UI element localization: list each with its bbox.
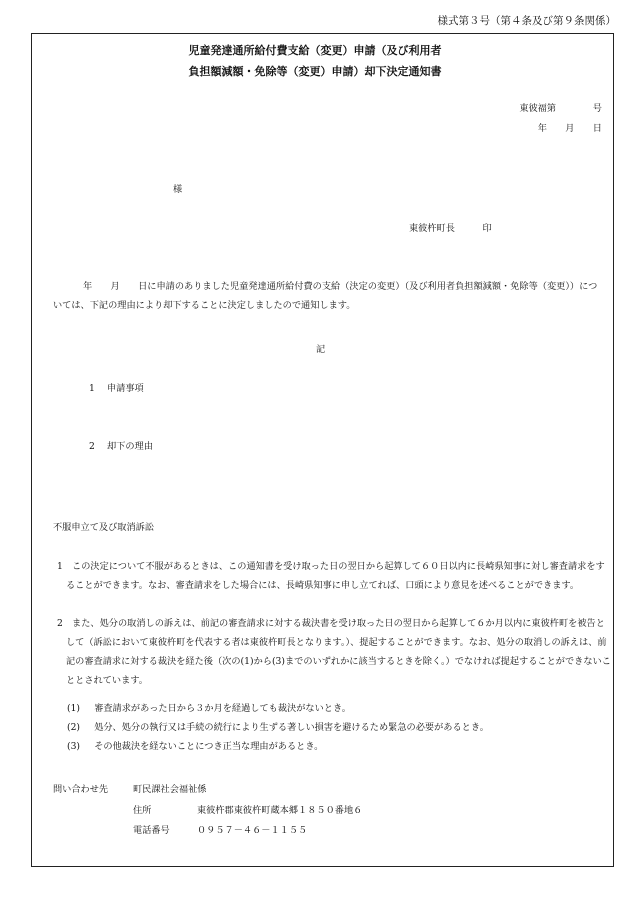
issuer-name: 東彼杵町長 印 <box>409 223 492 234</box>
appeal-item-2-number: 2 <box>57 618 63 629</box>
appeal-item-1-number: 1 <box>57 561 63 572</box>
contact-label: 問い合わせ先 <box>53 784 109 795</box>
contact-address-label: 住所 <box>133 805 152 816</box>
section-2 <box>89 438 153 452</box>
appeal-subitem-1-number: (1) <box>67 703 81 714</box>
section-2-number: 2 <box>89 441 95 452</box>
notice-body: 年 月 日に申請のありました児童発達通所給付費の支給（決定の変更）（及び利用者負担額減額・免除等（変更））については、下記の理由により却下することに決定しましたので通知します。 <box>53 281 598 311</box>
appeal-heading: 不服申立て及び取消訴訟 <box>53 522 155 533</box>
recipient-honorific: 様 <box>173 184 183 195</box>
contact-address: 東彼杵郡東彼杵町蔵本郷１８５０番地６ <box>197 805 363 816</box>
appeal-item-1 <box>57 557 612 595</box>
appeal-subitem-3-number: (3) <box>67 741 81 752</box>
appeal-subitem-1 <box>67 700 351 714</box>
section-1 <box>89 380 144 394</box>
appeal-subitem-2 <box>67 719 489 733</box>
appeal-subitem-3-text: その他裁決を経ないことにつき正当な理由があるとき。 <box>94 741 324 752</box>
appeal-item-2-text: また、処分の取消しの訴えは、前記の審査請求に対する裁決書を受け取った日の翌日から起算して６か月以内に東彼杵町を被告として（訴訟において東彼杵町を代表する者は東彼杵町長となります。）、提起することができます。なお、処分の取消しの訴えは、前記の審査請求に対する裁決を経た後（次の(1)から(3)までのいずれかに該当するときを除く。）でなければ提起することができないこととされています。 <box>66 618 611 686</box>
contact-department: 町民課社会福祉係 <box>133 784 207 795</box>
form-number: 様式第３号（第４条及び第９条関係） <box>437 15 616 27</box>
document-number: 東彼福第 号 <box>519 103 602 114</box>
section-2-label: 却下の理由 <box>107 441 153 452</box>
contact-phone-label: 電話番号 <box>133 825 170 836</box>
contact-phone: ０９５７－４６－１１５５ <box>197 825 308 836</box>
appeal-subitem-2-text: 処分、処分の執行又は手続の続行により生ずる著しい損害を避けるため緊急の必要があるとき。 <box>94 722 489 733</box>
document-title-line1: 児童発達通所給付費支給（変更）申請（及び利用者 <box>188 44 442 57</box>
appeal-subitem-2-number: (2) <box>67 722 81 733</box>
issue-date: 年 月 日 <box>537 123 602 134</box>
appeal-item-2 <box>57 614 612 690</box>
appeal-subitem-3 <box>67 738 323 752</box>
section-1-number: 1 <box>89 383 95 394</box>
ki-marker: 記 <box>316 344 326 355</box>
document-title-line2: 負担額減額・免除等（変更）申請）却下決定通知書 <box>188 65 442 78</box>
appeal-item-1-text: この決定について不服があるときは、この通知書を受け取った日の翌日から起算して６０日以内に長崎県知事に対し審査請求をすることができます。なお、審査請求をした場合には、長崎県知事に申し立てれば、口頭により意見を述べることができます。 <box>66 561 605 591</box>
section-1-label: 申請事項 <box>107 383 144 394</box>
appeal-subitem-1-text: 審査請求があった日から３か月を経過しても裁決がないとき。 <box>94 703 351 714</box>
